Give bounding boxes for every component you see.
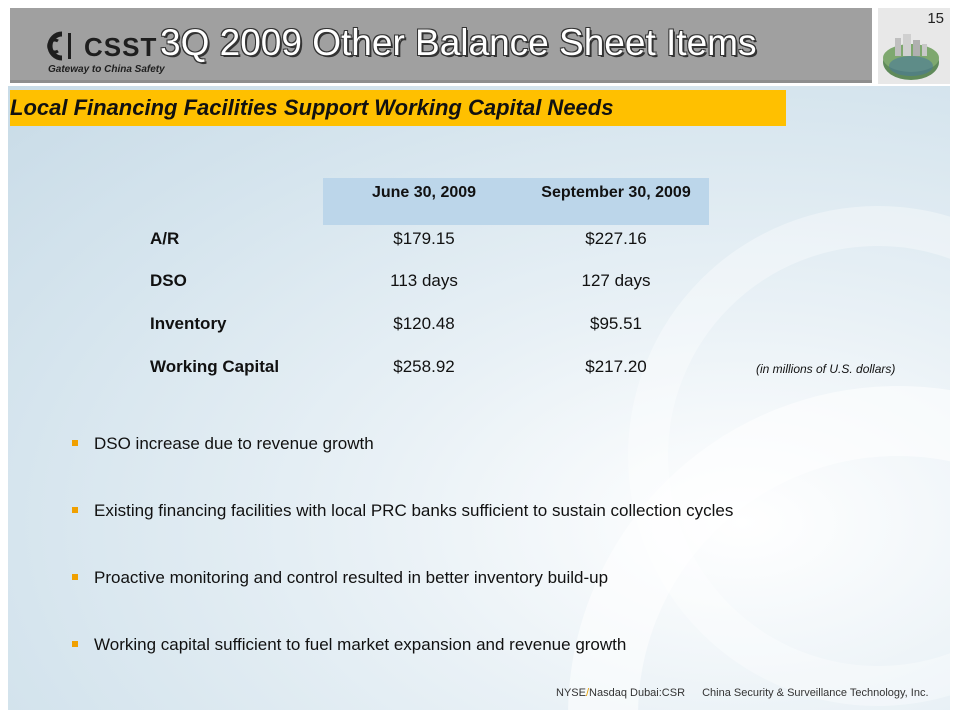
logo-tagline: Gateway to China Safety [48, 64, 165, 75]
cell-dso-june: 113 days [390, 271, 458, 290]
bullet-icon [72, 440, 78, 446]
cell-working-capital-june: $258.92 [393, 357, 455, 376]
cell-ar-september: $227.16 [585, 229, 647, 248]
row-label-working-capital: Working Capital [150, 357, 280, 376]
footer-separator: / [585, 687, 590, 699]
bullet-item: DSO increase due to revenue growth [94, 434, 374, 453]
globe-icon [881, 28, 941, 84]
subtitle-band [10, 90, 786, 126]
bullet-icon [72, 574, 78, 580]
row-label-dso: DSO [150, 271, 187, 290]
row-label-ar: A/R [150, 229, 180, 248]
units-note: (in millions of U.S. dollars) [756, 362, 896, 376]
page-number: 15 [927, 10, 944, 27]
column-header-september: September 30, 2009 [541, 184, 691, 201]
footer [556, 687, 929, 699]
cell-inventory-september: $95.51 [590, 314, 642, 333]
cell-inventory-june: $120.48 [393, 314, 455, 333]
corner-badge [878, 8, 950, 84]
footer-exchange-nyse: NYSE [556, 687, 586, 699]
row-label-inventory: Inventory [150, 314, 227, 333]
csst-logo [40, 30, 166, 80]
footer-company: China Security & Surveillance Technology, Inc. [702, 687, 929, 699]
slide-subtitle: Local Financing Facilities Support Working Capital Needs [10, 95, 614, 120]
cell-working-capital-september: $217.20 [585, 357, 647, 376]
bullet-icon [72, 507, 78, 513]
slide-title: 3Q 2009 Other Balance Sheet Items [160, 22, 757, 63]
logo-text: CSST [84, 32, 158, 62]
column-header-june: June 30, 2009 [371, 184, 477, 201]
cell-ar-june: $179.15 [393, 229, 455, 248]
bullet-icon [72, 641, 78, 647]
bullet-item: Existing financing facilities with local PRC banks sufficient to sustain collection cycles [94, 501, 734, 520]
background-swoosh [568, 386, 950, 710]
cell-dso-september: 127 days [581, 271, 651, 290]
bullet-item: Proactive monitoring and control resulted in better inventory build-up [94, 568, 609, 587]
footer-exchange-nasdaq: Nasdaq Dubai:CSR [589, 687, 686, 699]
csst-emblem-icon [40, 30, 80, 62]
bullet-item: Working capital sufficient to fuel market expansion and revenue growth [94, 635, 627, 654]
